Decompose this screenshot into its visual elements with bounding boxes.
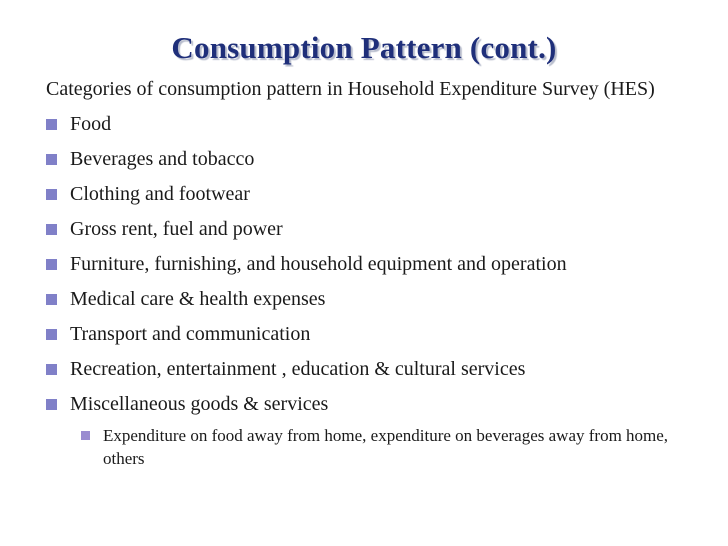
category-label: Recreation, entertainment , education & cultural services: [70, 358, 526, 380]
slide-body: [46, 74, 706, 470]
category-label: Transport and communication: [70, 323, 311, 345]
square-bullet-icon: [46, 189, 57, 200]
square-bullet-icon: [46, 154, 57, 165]
category-label: Beverages and tobacco: [70, 148, 255, 170]
category-label: Medical care & health expenses: [70, 288, 326, 310]
category-label: Furniture, furnishing, and household equipment and operation: [70, 253, 567, 275]
category-item: [46, 177, 706, 212]
slide-title: Consumption Pattern (cont.): [171, 30, 557, 65]
category-label: Food: [70, 113, 112, 135]
category-item: [46, 142, 706, 177]
category-item: [46, 247, 706, 282]
sub-category-item: [81, 424, 706, 470]
square-bullet-icon: [46, 364, 57, 375]
category-label: Gross rent, fuel and power: [70, 218, 283, 240]
category-item: [46, 352, 706, 387]
square-sub-bullet-icon: [81, 431, 90, 440]
square-bullet-icon: [46, 224, 57, 235]
category-label: Miscellaneous goods & services: [70, 393, 329, 415]
category-item: [46, 317, 706, 352]
category-item: [46, 387, 706, 422]
square-bullet-icon: [46, 259, 57, 270]
square-bullet-icon: [46, 294, 57, 305]
category-item: [46, 212, 706, 247]
square-bullet-icon: [46, 329, 57, 340]
square-bullet-icon: [46, 119, 57, 130]
category-list: [46, 107, 706, 422]
intro-text: Categories of consumption pattern in Household Expenditure Survey (HES): [46, 78, 655, 100]
category-item: [46, 282, 706, 317]
sub-category-label: Expenditure on food away from home, expenditure on beverages away from home, others: [103, 426, 669, 468]
category-item: [46, 107, 706, 142]
category-label: Clothing and footwear: [70, 183, 250, 205]
square-bullet-icon: [46, 399, 57, 410]
